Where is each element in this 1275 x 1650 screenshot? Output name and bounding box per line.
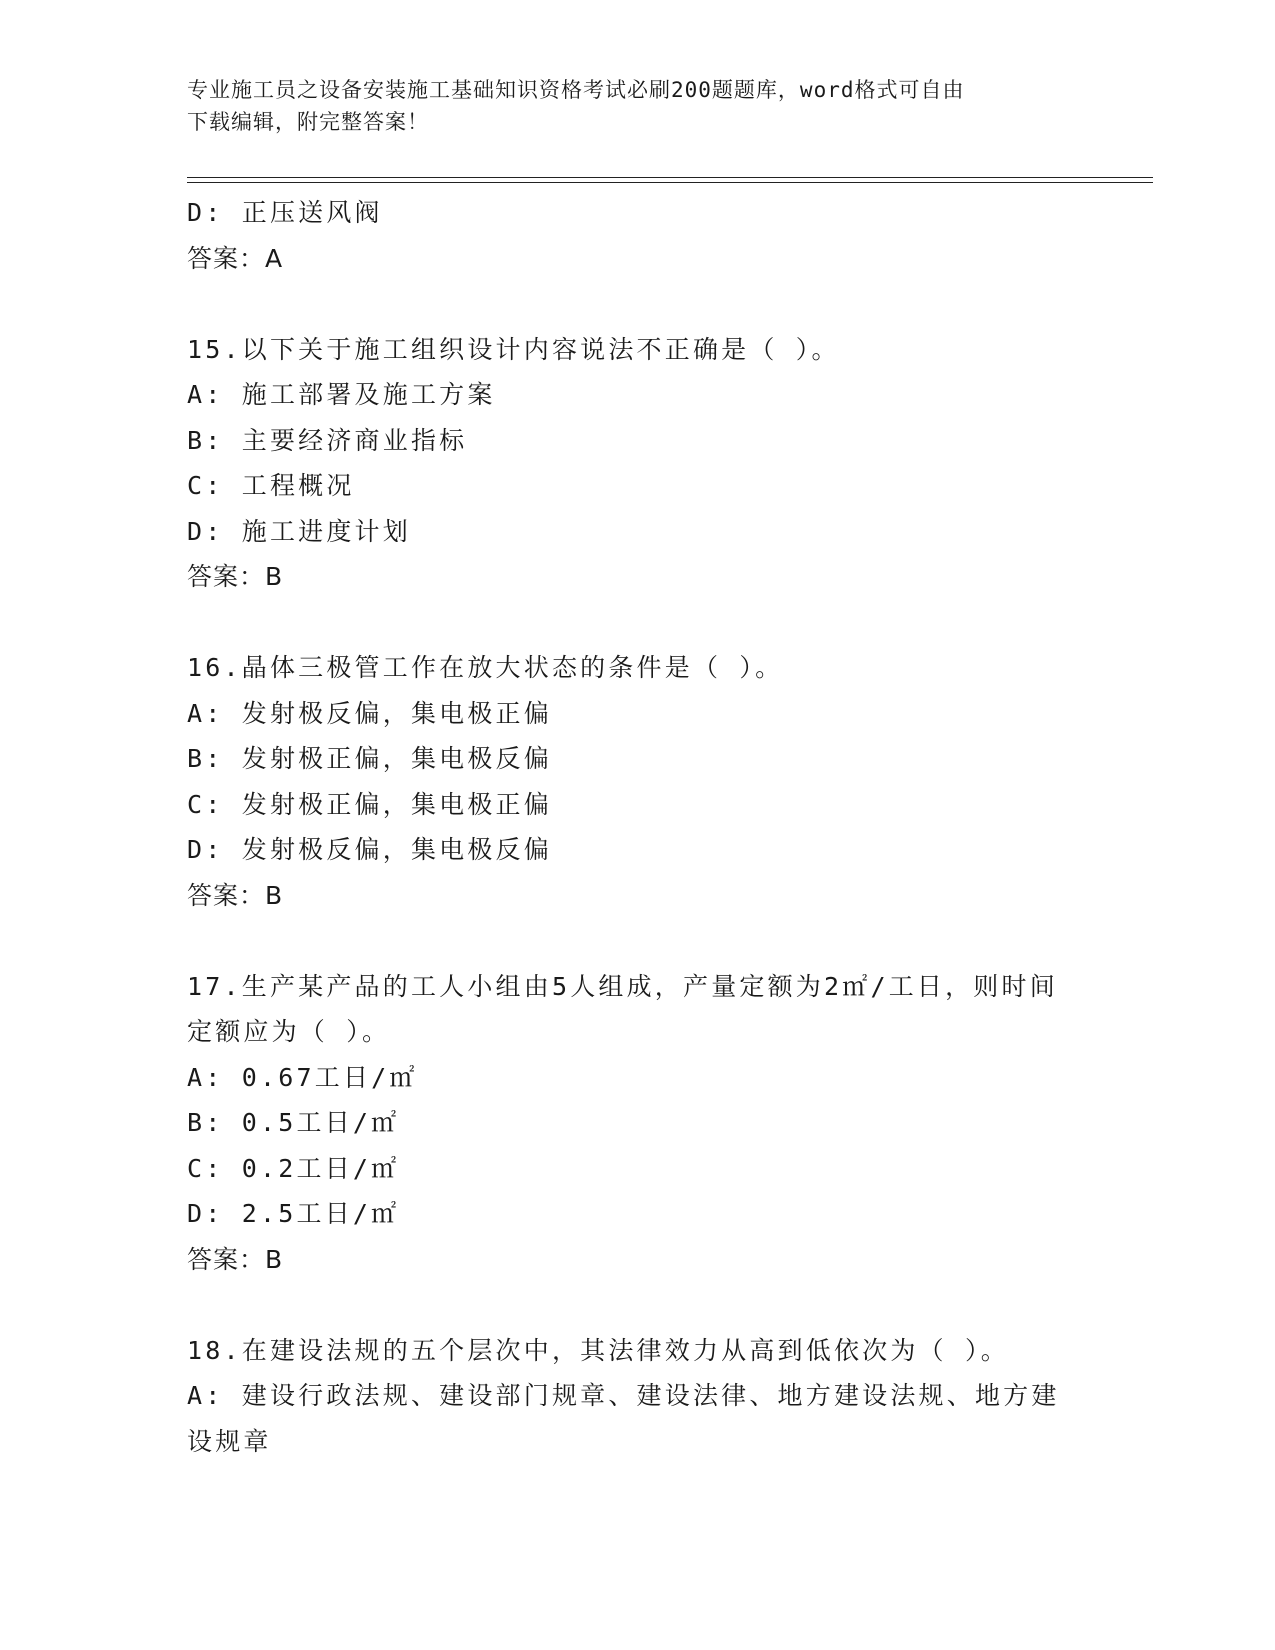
- header-divider-top: [187, 177, 1153, 178]
- spacer: [187, 600, 1087, 646]
- q15-option-c: C: 工程概况: [187, 471, 355, 500]
- q17-stem-line-2: 定额应为（ ）。: [187, 1017, 391, 1046]
- spacer: [187, 918, 1087, 964]
- q15-option-b: B: 主要经济商业指标: [187, 425, 468, 455]
- spacer: [187, 1282, 1087, 1328]
- q17-option-a: A: 0.67工日/㎡: [187, 1062, 418, 1092]
- spacer: [187, 281, 1087, 327]
- q15-stem: 15.以下关于施工组织设计内容说法不正确是（ ）。: [187, 334, 840, 364]
- q16-answer: 答案：B: [187, 880, 284, 910]
- page-header: [187, 74, 1067, 138]
- q18-stem: 18.在建设法规的五个层次中，其法律效力从高到低依次为（ ）。: [187, 1335, 1009, 1365]
- header-title-line-1: 专业施工员之设备安装施工基础知识资格考试必刷200题题库，word格式可自由: [187, 78, 965, 102]
- q17-stem-line-1: 17.生产某产品的工人小组由5人组成，产量定额为2㎡/工日，则时间: [187, 971, 1058, 1001]
- q16-option-c: C: 发射极正偏，集电极正偏: [187, 789, 552, 819]
- q15-option-a: A: 施工部署及施工方案: [187, 380, 496, 409]
- q17-option-c: C: 0.2工日/㎡: [187, 1153, 400, 1183]
- question-list: [187, 190, 1087, 1464]
- q18-option-a-line-2: 设规章: [187, 1426, 272, 1456]
- q16-option-b: B: 发射极正偏，集电极反偏: [187, 744, 552, 773]
- q17-option-b: B: 0.5工日/㎡: [187, 1108, 400, 1137]
- q17-option-d: D: 2.5工日/㎡: [187, 1199, 400, 1228]
- q15-answer: 答案：B: [187, 562, 284, 591]
- header-divider-bottom: [187, 182, 1153, 183]
- q16-option-d: D: 发射极反偏，集电极反偏: [187, 835, 552, 864]
- q16-stem: 16.晶体三极管工作在放大状态的条件是（ ）。: [187, 653, 784, 682]
- q17-answer: 答案：B: [187, 1244, 284, 1274]
- q14-option-d: D: 正压送风阀: [187, 198, 383, 227]
- q16-option-a: A: 发射极反偏，集电极正偏: [187, 698, 552, 728]
- q14-answer: 答案：A: [187, 243, 284, 273]
- header-title-line-2: 下载编辑，附完整答案！: [187, 110, 429, 134]
- q18-option-a-line-1: A: 建设行政法规、建设部门规章、建设法律、地方建设法规、地方建: [187, 1381, 1060, 1410]
- q15-option-d: D: 施工进度计划: [187, 516, 411, 546]
